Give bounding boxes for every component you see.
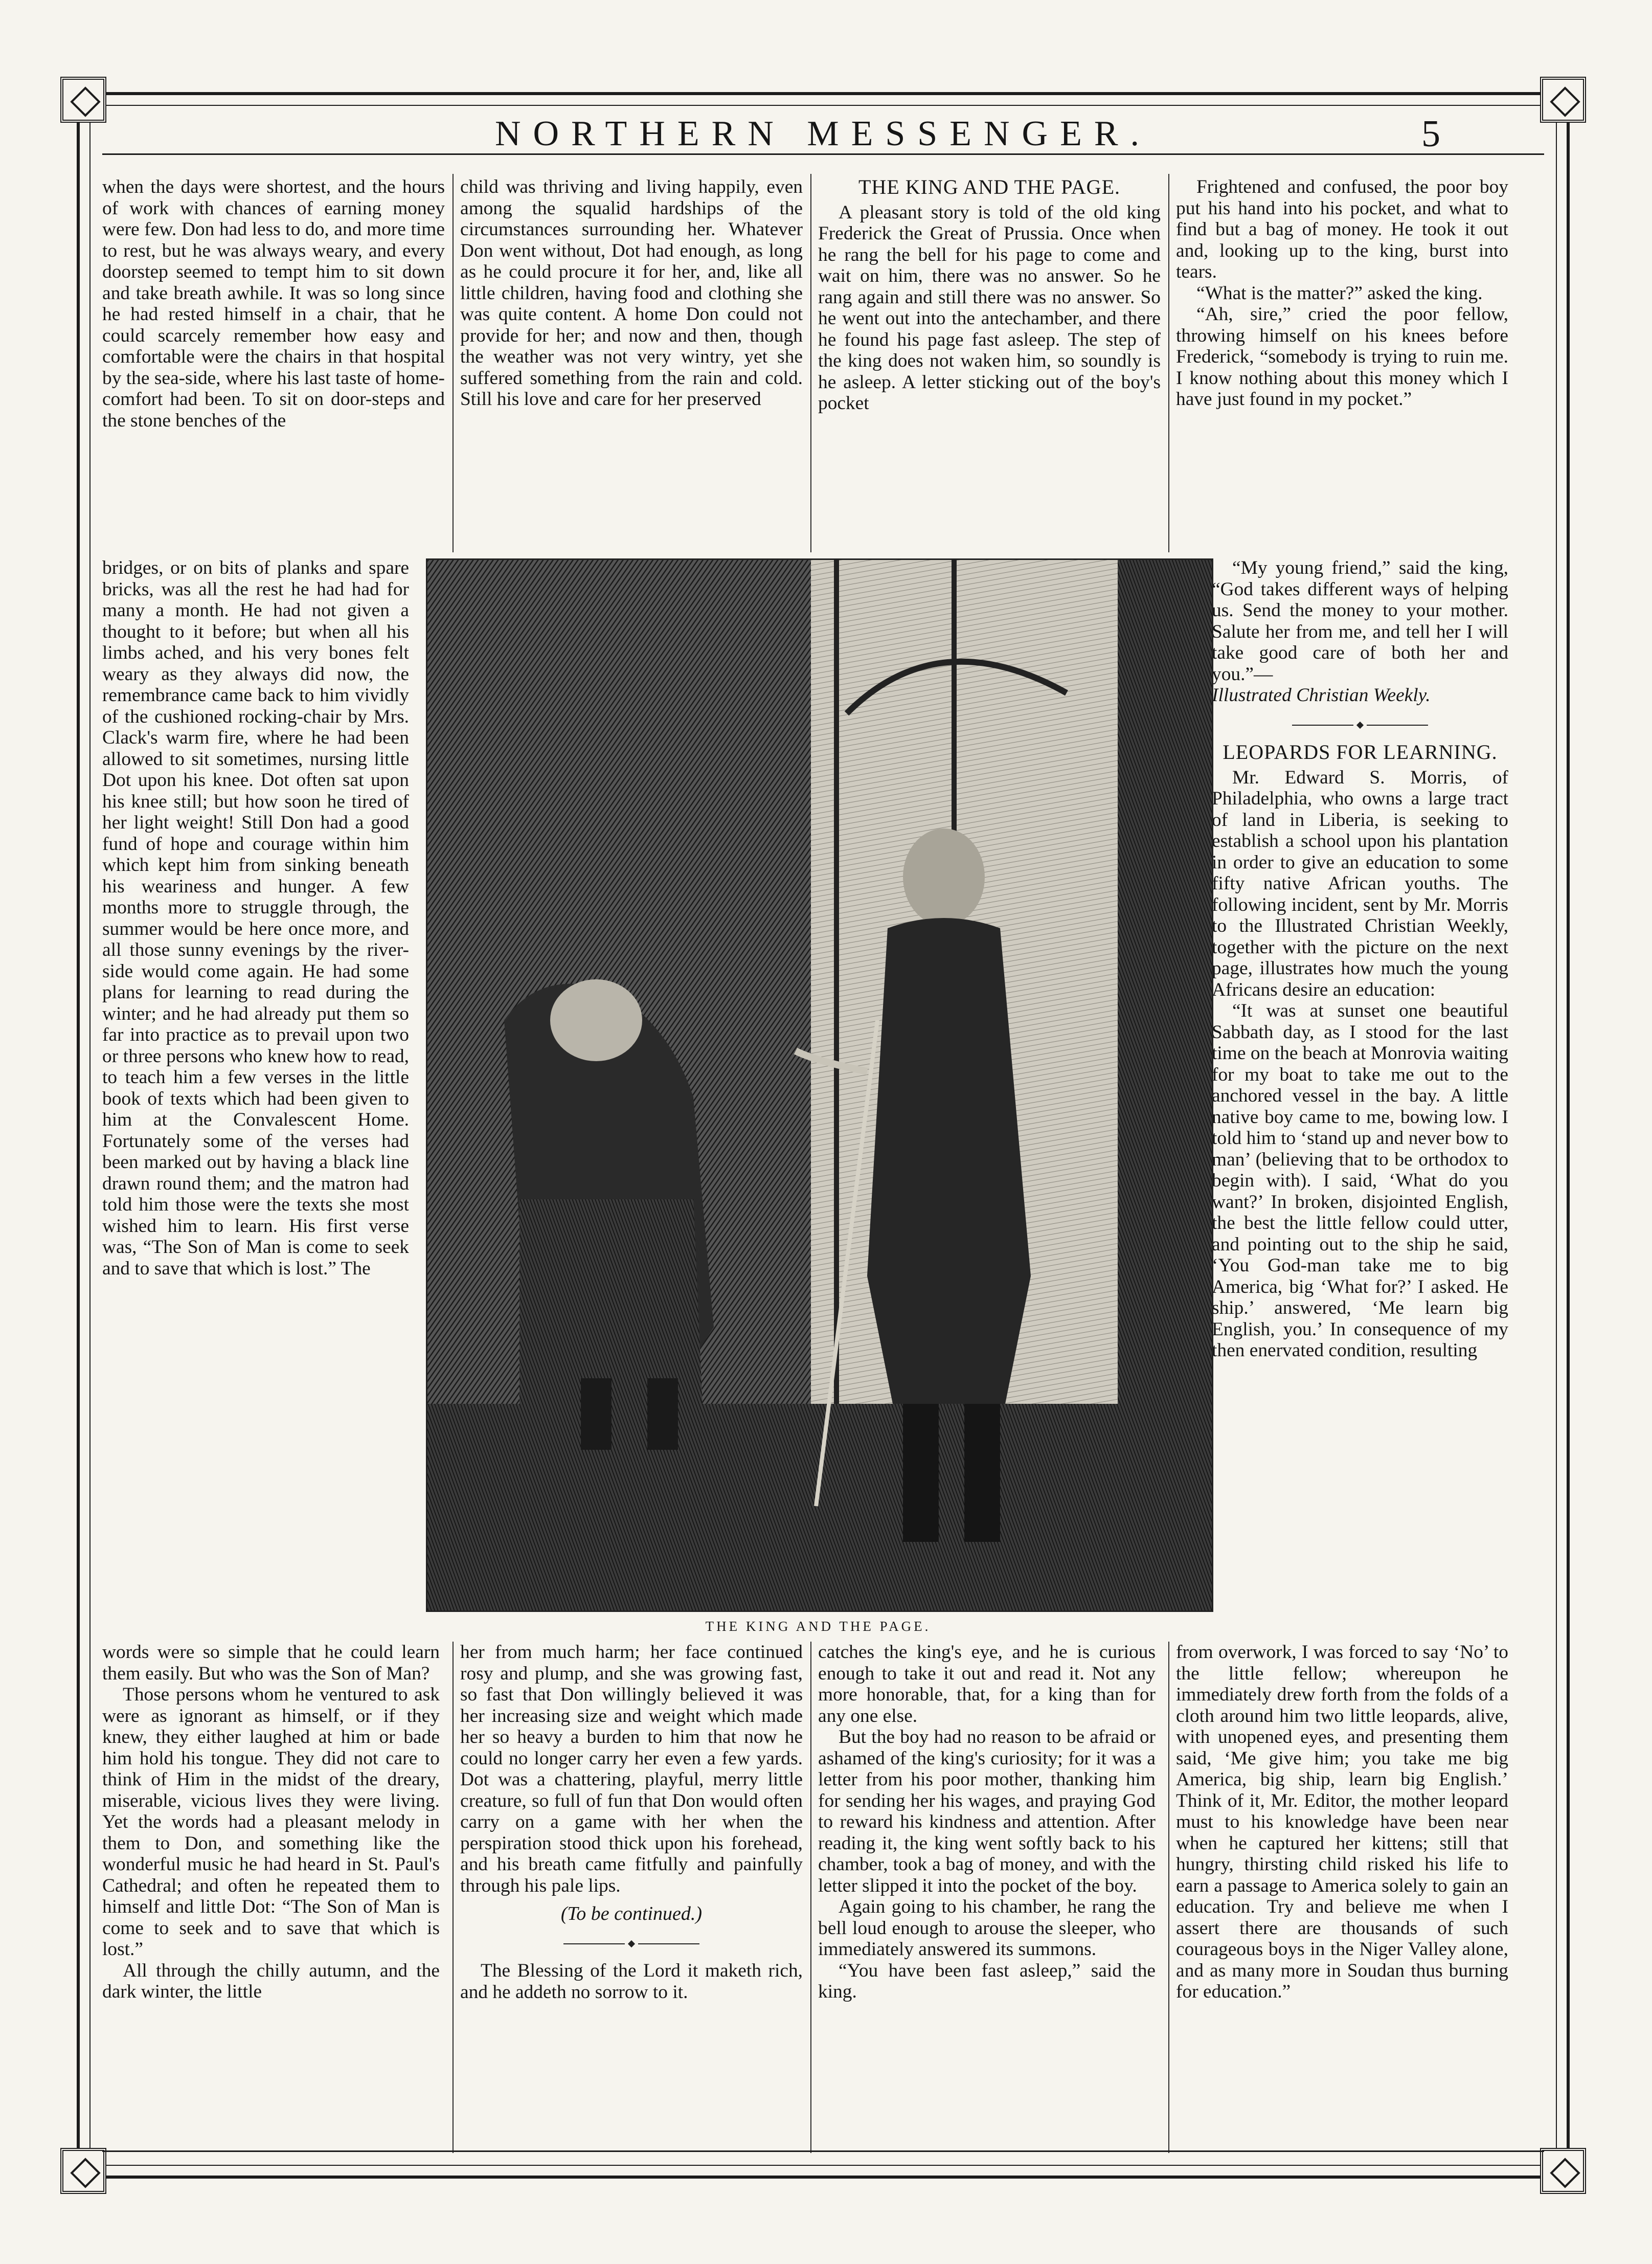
column-1-wrap (102, 557, 409, 1279)
paragraph: child was thriving and living happily, even among the squalid hardships of the circumstances surrounding her. Whatever Don went without, Dot had enough, as long as he could procure it for her, and, like all little children, having food and clothing she was quite content. A home Don could not provide for her; and now and then, though the weather was not very wintry, yet she suffered something from the rain and cold. Still his love and care for her preserved (460, 176, 803, 410)
column-4-wrap (1212, 557, 1508, 1361)
paragraph: Those persons whom he ventured to ask were as ignorant as himself, or if they knew, they either laughed at him or bade him hold his tongue. They did not care to think of Him in the midst of the dreary, miserable, vicious lives they were living. Yet the words had a pleasant melody in them to Don, and something like the wonderful music he had heard in St. Paul's Cathedral; and often he repeated them to himself and little Dot: “The Son of Man is come to seek and to save that which is lost.” (102, 1684, 440, 1960)
masthead-title: NORTHERN MESSENGER. (494, 114, 1152, 153)
blessing-text: The Blessing of the Lord it maketh rich, and he addeth no sorrow to it. (460, 1960, 803, 2003)
paragraph: bridges, or on bits of planks and spare bricks, was all the rest he had had for many a month. He had not given a thought to it before; but when all his limbs ached, and his very bones felt weary as they always did now, the remembrance came back to him vividly of the cushioned rocking-chair by Mrs. Clack's warm fire, where he had been allowed to sit sometimes, nursing little Dot upon his knee. Dot often sat upon his knee still; but how soon he tired of her light weight! Still Don had a good fund of hope and courage within him which kept him from sinking beneath his weariness and hunger. A few months more to struggle through, the summer would be here once more, and all those sunny evenings by the river-side would come again. He had some plans for learning to read during the winter; and he had already put them so far into practice as to prevail upon two or three persons who knew how to read, to teach him a few verses in the little book of texts which had been given to him at the Convalescent Home. Fortunately some of the verses had been marked out by having a black line drawn round them; and the matron had told him those were the texts she most wished him to learn. His first verse was, “The Son of Man is come to seek and to save that which is lost.” The (102, 557, 409, 1279)
column-rule (1168, 174, 1169, 552)
column-1-bottom (102, 1642, 440, 2003)
column-4-bottom (1176, 1642, 1508, 2003)
paragraph: Mr. Edward S. Morris, of Philadelphia, who owns a large tract of land in Liberia, is seeking to establish a school upon his plantation in order to give an education to some fifty native African youths. The following incident, sent by Mr. Morris to the Illustrated Christian Weekly, together with the picture on the next page, illustrates how much the young Africans desire an education: (1212, 767, 1508, 1000)
corner-ornament (1540, 2148, 1586, 2194)
column-2-bottom (460, 1642, 803, 2003)
separator-ornament (1212, 713, 1508, 735)
paragraph: “You have been fast asleep,” said the king. (818, 1960, 1156, 2002)
paragraph: when the days were shortest, and the hours of work with chances of earning money were few. Don had less to do, and more time to rest, but he was always weary, and every doorstep seemed to tempt him to sit down and take breath awhile. It was so long since he had rested himself in a chair, that he could scarcely remember how easy and comfortable were the chairs in that hospital by the sea-side, where his last taste of home-comfort had been. To sit on door-steps and the stone benches of the (102, 176, 445, 431)
separator-ornament (460, 1932, 803, 1954)
page-number: 5 (1421, 113, 1440, 155)
column-rule (810, 1642, 811, 2153)
column-rule (452, 1642, 454, 2153)
masthead-rule (102, 153, 1544, 155)
paragraph: catches the king's eye, and he is curious enough to take it out and read it. Not any more honorable, that, for a king than for any one else. (818, 1642, 1156, 1727)
column-1-top (102, 176, 445, 431)
column-4-top (1176, 176, 1508, 410)
to-be-continued: (To be continued.) (560, 1903, 703, 1924)
column-rule (1168, 1642, 1169, 2153)
footer-rule (102, 2150, 1544, 2152)
paragraph: Frightened and confused, the poor boy put his hand into his pocket, and what to find but a bag of money. He took it out and, looking up to the king, burst into tears. (1176, 176, 1508, 282)
illustration-caption: THE KING AND THE PAGE. (705, 1619, 931, 1634)
paragraph: her from much harm; her face continued rosy and plump, and she was growing fast, so fast that Don willingly believed it was her increasing size and weight which made her so heavy a burden to him that now he could no longer carry her even a few yards. Dot was a chattering, playful, merry little creature, so full of fun that Don would often carry on a game with her when the perspiration stood thick upon his forehead, and his breath came fitfully and painfully through his pale lips. (460, 1642, 803, 1896)
column-2-top (460, 176, 803, 410)
paragraph: A pleasant story is told of the old king Frederick the Great of Prussia. Once when he rang the bell for his page to come and wait on him, there was no answer. So he rang again and still there was no answer. So he went out into the antechamber, and there he found his page fast asleep. The step of the king does not waken him, so soundly is he asleep. A letter sticking out of the boy's pocket (818, 201, 1161, 414)
paragraph: Again going to his chamber, he rang the bell loud enough to arouse the sleeper, who immediately answered its summons. (818, 1896, 1156, 1960)
column-3-bottom (818, 1642, 1156, 2003)
paragraph: “My young friend,” said the king, “God takes different ways of helping us. Send the money to your mother. Salute her from me, and tell her I will take good care of both her and you.”— (1212, 557, 1508, 685)
paragraph: But the boy had no reason to be afraid or ashamed of the king's curiosity; for it was a letter from his poor mother, thanking him for sending her his wages, and praying God to reward his kindness and attention. After reading it, the king went softly back to his chamber, took a bag of money, and with the letter slipped it into the pocket of the boy. (818, 1727, 1156, 1896)
article-title: THE KING AND THE PAGE. (858, 175, 1120, 198)
engraving-king-and-page (427, 560, 1212, 1610)
paragraph: “Ah, sire,” cried the poor fellow, throwing himself on his knees before Frederick, “somebody is trying to ruin me. I know nothing about this money which I have just found in my pocket.” (1176, 304, 1508, 410)
column-rule (810, 174, 811, 552)
paragraph: from overwork, I was forced to say ‘No’ to the little fellow; whereupon he immediately drew forth from the folds of a cloth around him two little leopards, alive, with unopened eyes, and presenting them said, ‘Me give him; you take me big America, big ship, learn big English.’ Think of it, Mr. Editor, the mother leopard must to his knowledge have been near when he captured her kittens; still that hungry, thirsting child risked his life to earn a passage to America solely to gain an education. Try and believe me when I assert there are thousands of such courageous boys in the Niger Valley alone, and as many more in Soudan thus burning for education.” (1176, 1642, 1508, 2002)
column-3-top (818, 176, 1161, 414)
paragraph: words were so simple that he could learn them easily. But who was the Son of Man? (102, 1642, 440, 1684)
source-credit: Illustrated Christian Weekly. (1212, 685, 1431, 706)
column-rule (452, 174, 454, 552)
article-title: LEOPARDS FOR LEARNING. (1223, 741, 1498, 764)
paragraph: “What is the matter?” asked the king. (1196, 282, 1483, 304)
paragraph: All through the chilly autumn, and the dark winter, the little (102, 1960, 440, 2002)
engraving-illustration (426, 558, 1213, 1612)
corner-ornament (60, 2148, 106, 2194)
paragraph: “It was at sunset one beautiful Sabbath day, as I stood for the last time on the beach at Monrovia waiting for my boat to take me out to the anchored vessel in the bay. A little native boy came to me, bowing low. I told him to ‘stand up and never bow to man’ (believing that to be orthodox to begin with). I said, ‘What do you want?’ In broken, disjointed English, the best the little fellow could utter, and pointing out to the ship he said, ‘You God-man take me to big America, big ‘What for?’ I asked. He ship.’ answered, ‘Me learn big English, you.’ In consequence of my then enervated condition, resulting (1212, 1000, 1508, 1361)
